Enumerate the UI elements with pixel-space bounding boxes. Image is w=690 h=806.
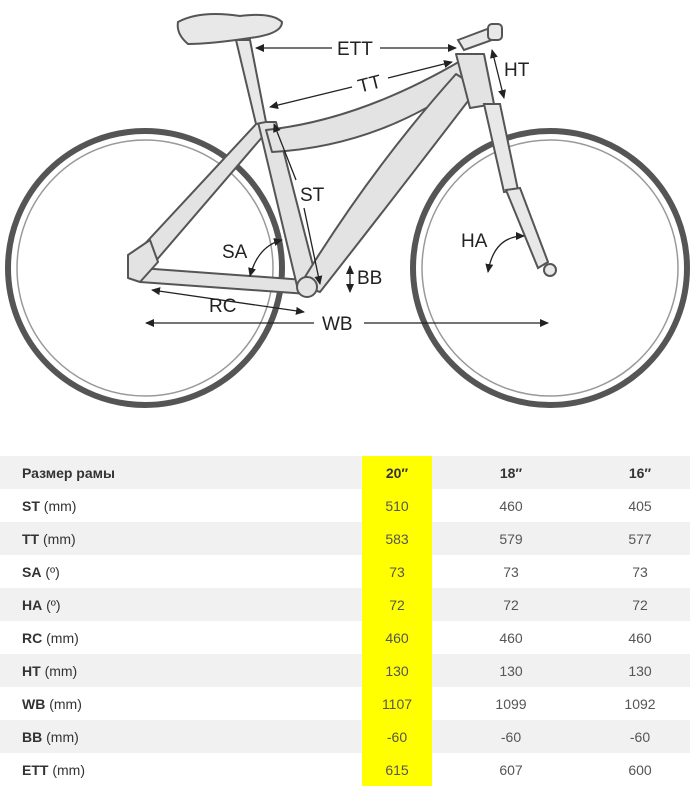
row-parameter-abbr: TT [22, 530, 40, 547]
table-cell: 73 [362, 555, 432, 588]
row-parameter-label [0, 555, 362, 588]
table-cell: 73 [503, 563, 519, 580]
row-parameter-unit: (mm) [44, 662, 78, 679]
table-cell: 1107 [362, 687, 432, 720]
table-cell: 72 [362, 588, 432, 621]
row-parameter-abbr: RC [22, 629, 43, 646]
geometry-table-body [0, 456, 690, 786]
table-cell: 72 [432, 588, 590, 621]
table-cell: 615 [362, 753, 432, 786]
table-cell: 1092 [624, 695, 656, 712]
table-row [0, 588, 690, 621]
table-cell: 577 [590, 522, 690, 555]
label-sa: SA [222, 242, 248, 263]
row-parameter-label [0, 621, 362, 654]
table-header-row [0, 456, 690, 489]
row-parameter-abbr: ETT [22, 761, 49, 778]
row-parameter-abbr: WB [22, 695, 46, 712]
row-parameter-label [0, 588, 362, 621]
row-parameter-unit: (mm) [46, 629, 79, 646]
table-cell: -60 [590, 720, 690, 753]
row-parameter-label [0, 720, 362, 753]
label-ht: HT [504, 60, 530, 81]
header-size-16: 16″ [590, 456, 690, 489]
table-cell: -60 [362, 720, 432, 753]
label-bb: BB [357, 268, 383, 289]
row-parameter-label [0, 522, 362, 555]
row-parameter-label [0, 687, 362, 720]
table-cell: 510 [362, 489, 432, 522]
stem-handlebar [458, 24, 502, 50]
table-cell: 583 [362, 522, 432, 555]
table-cell: 460 [499, 497, 523, 514]
label-st: ST [300, 185, 325, 206]
row-parameter-unit: (mm) [46, 728, 79, 745]
label-wb: WB [322, 314, 353, 335]
label-tt: TT [355, 71, 384, 98]
table-cell: 72 [590, 588, 690, 621]
label-rc: RC [209, 296, 237, 317]
label-ett: ETT [337, 39, 373, 60]
row-parameter-label [0, 654, 362, 687]
table-cell: 130 [432, 654, 590, 687]
table-cell: 405 [628, 497, 652, 514]
table-cell: 600 [628, 761, 652, 778]
table-row [0, 555, 690, 588]
row-parameter-abbr: BB [22, 728, 43, 745]
table-cell: -60 [432, 720, 590, 753]
row-parameter-abbr: SA [22, 563, 42, 580]
header-size-18: 18″ [432, 456, 590, 489]
table-cell: 1099 [495, 695, 527, 712]
seatpost-saddle [178, 14, 282, 124]
table-row [0, 654, 690, 687]
table-row [0, 621, 690, 654]
row-parameter-unit: (mm) [43, 530, 76, 547]
table-cell: 460 [499, 629, 523, 646]
header-size-20: 20″ [362, 456, 432, 489]
table-cell: 130 [590, 654, 690, 687]
row-parameter-abbr: HT [22, 662, 41, 679]
row-parameter-abbr: HA [22, 596, 43, 613]
row-parameter-unit: (mm) [52, 761, 85, 778]
table-cell: 73 [632, 563, 648, 580]
table-row [0, 753, 690, 786]
label-ha: HA [461, 231, 488, 252]
row-parameter-unit: (º) [46, 596, 61, 613]
table-cell: 607 [499, 761, 523, 778]
row-parameter-unit: (mm) [43, 497, 77, 514]
row-parameter-unit: (º) [45, 563, 60, 580]
geometry-table [0, 456, 690, 786]
row-parameter-label [0, 489, 362, 522]
bike-frame [128, 54, 494, 297]
table-row [0, 720, 690, 753]
table-row [0, 489, 690, 522]
table-cell: 130 [362, 654, 432, 687]
table-row [0, 687, 690, 720]
geometry-table-container [0, 456, 690, 806]
row-parameter-abbr: ST [22, 497, 40, 514]
table-cell: 460 [362, 621, 432, 654]
row-parameter-label [0, 753, 362, 786]
row-parameter-unit: (mm) [49, 695, 82, 712]
table-cell: 579 [432, 522, 590, 555]
table-row [0, 522, 690, 555]
table-cell: 460 [628, 629, 652, 646]
header-frame-size-label: Размер рамы [0, 456, 362, 489]
